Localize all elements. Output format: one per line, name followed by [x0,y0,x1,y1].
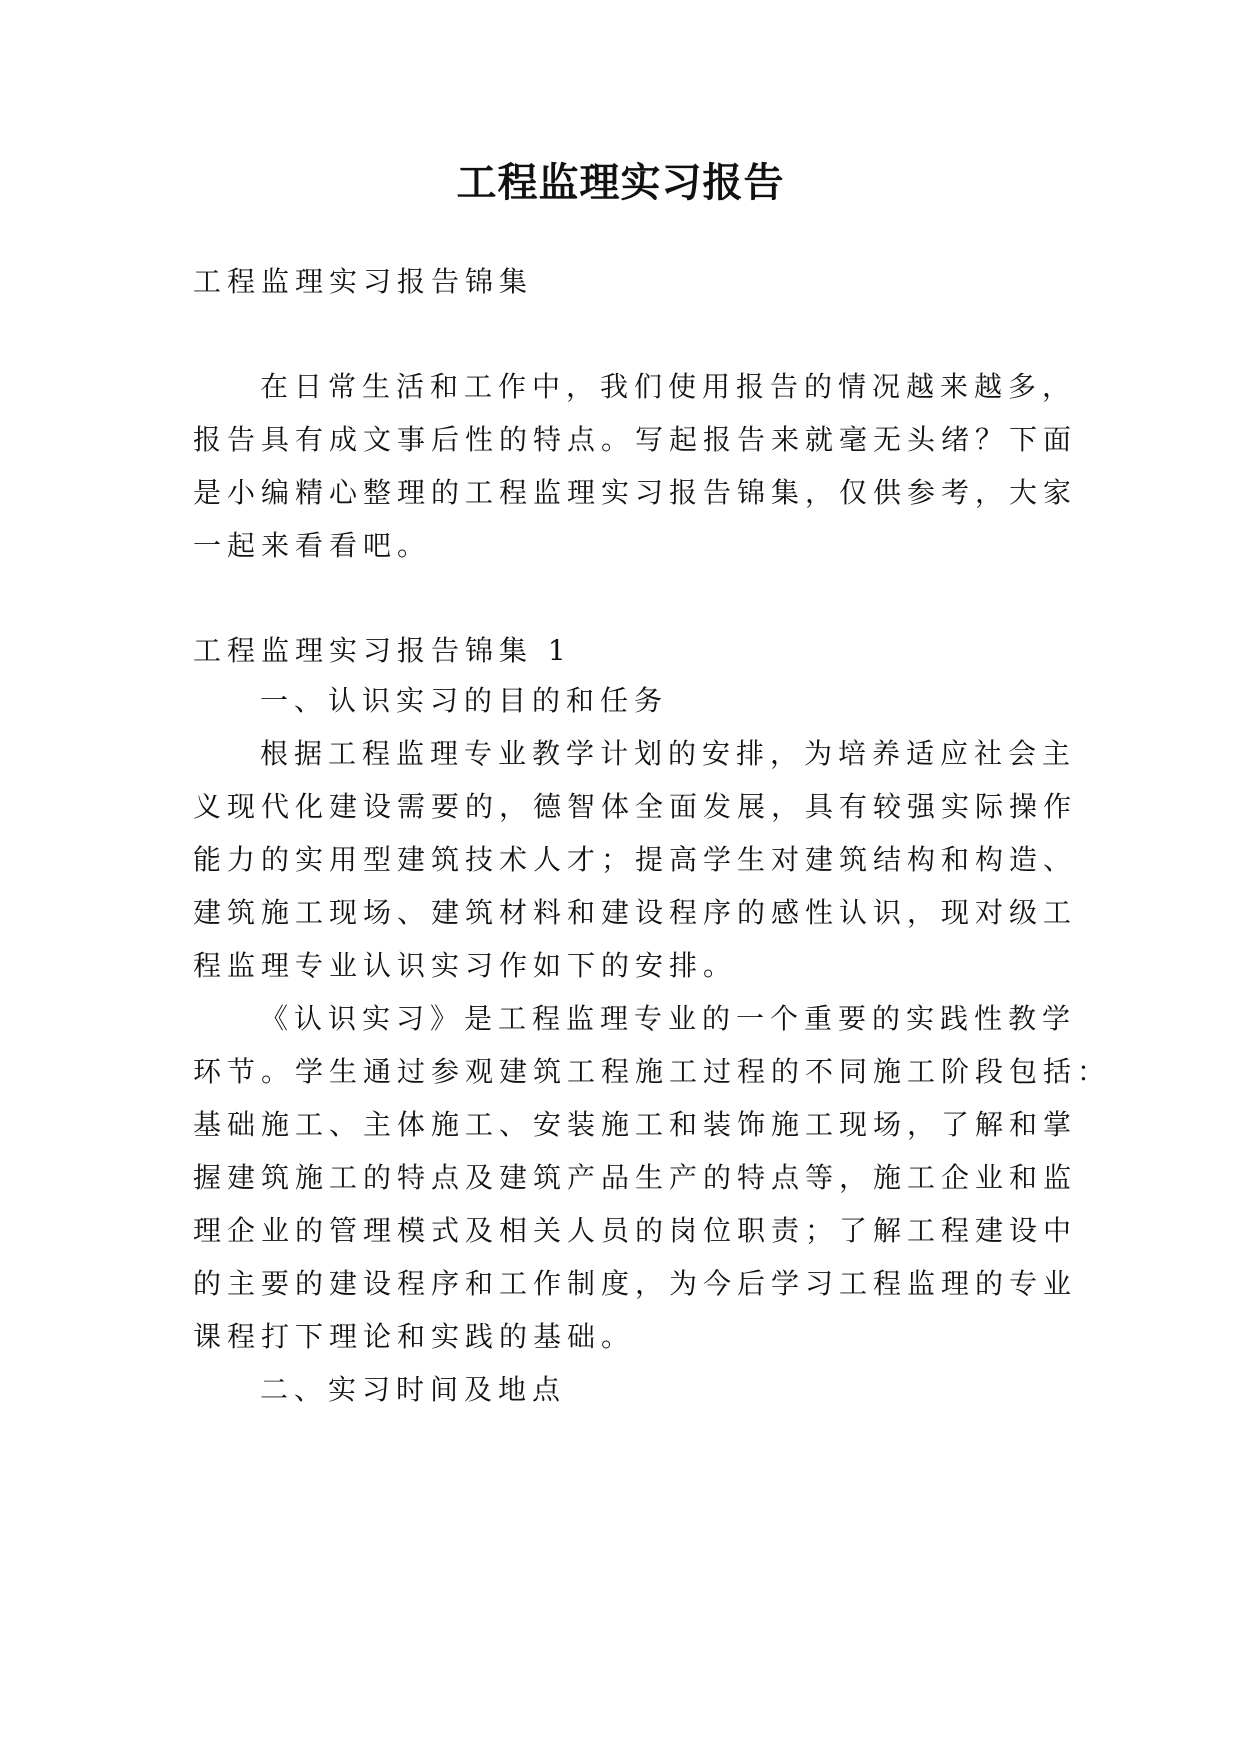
paragraph-1-line: 能力的实用型建筑技术人才；提高学生对建筑结构和构造、 [193,843,1078,876]
paragraph-2-line: 基础施工、主体施工、安装施工和装饰施工现场，了解和掌 [193,1108,1078,1141]
paragraph-2-line: 课程打下理论和实践的基础。 [193,1320,636,1353]
paragraph-2-line: 的主要的建设程序和工作制度，为今后学习工程监理的专业 [193,1267,1078,1300]
paragraph-1-line: 根据工程监理专业教学计划的安排，为培养适应社会主 [260,737,1077,770]
paragraph-2-line: 理企业的管理模式及相关人员的岗位职责；了解工程建设中 [193,1214,1078,1247]
section-title: 工程监理实习报告锦集 1 [193,634,572,667]
intro-line: 一起来看看吧。 [193,529,432,562]
intro-line: 在日常生活和工作中，我们使用报告的情况越来越多， [260,370,1077,403]
document-title: 工程监理实习报告 [456,159,785,206]
intro-line: 是小编精心整理的工程监理实习报告锦集，仅供参考，大家 [193,476,1078,509]
paragraph-2-line: 握建筑施工的特点及建筑产品生产的特点等，施工企业和监 [193,1161,1078,1194]
heading-2: 二、实习时间及地点 [260,1373,567,1406]
paragraph-1-line: 程监理专业认识实习作如下的安排。 [193,949,738,982]
paragraph-1-line: 建筑施工现场、建筑材料和建设程序的感性认识，现对级工 [193,896,1078,929]
heading-1: 一、认识实习的目的和任务 [260,684,669,717]
document-subtitle: 工程监理实习报告锦集 [193,265,534,298]
paragraph-2-line: 环节。学生通过参观建筑工程施工过程的不同施工阶段包括： [193,1055,1112,1088]
paragraph-2-line: 《认识实习》是工程监理专业的一个重要的实践性教学 [260,1002,1077,1035]
paragraph-1-line: 义现代化建设需要的，德智体全面发展，具有较强实际操作 [193,790,1078,823]
intro-line: 报告具有成文事后性的特点。写起报告来就毫无头绪？下面 [193,423,1078,456]
